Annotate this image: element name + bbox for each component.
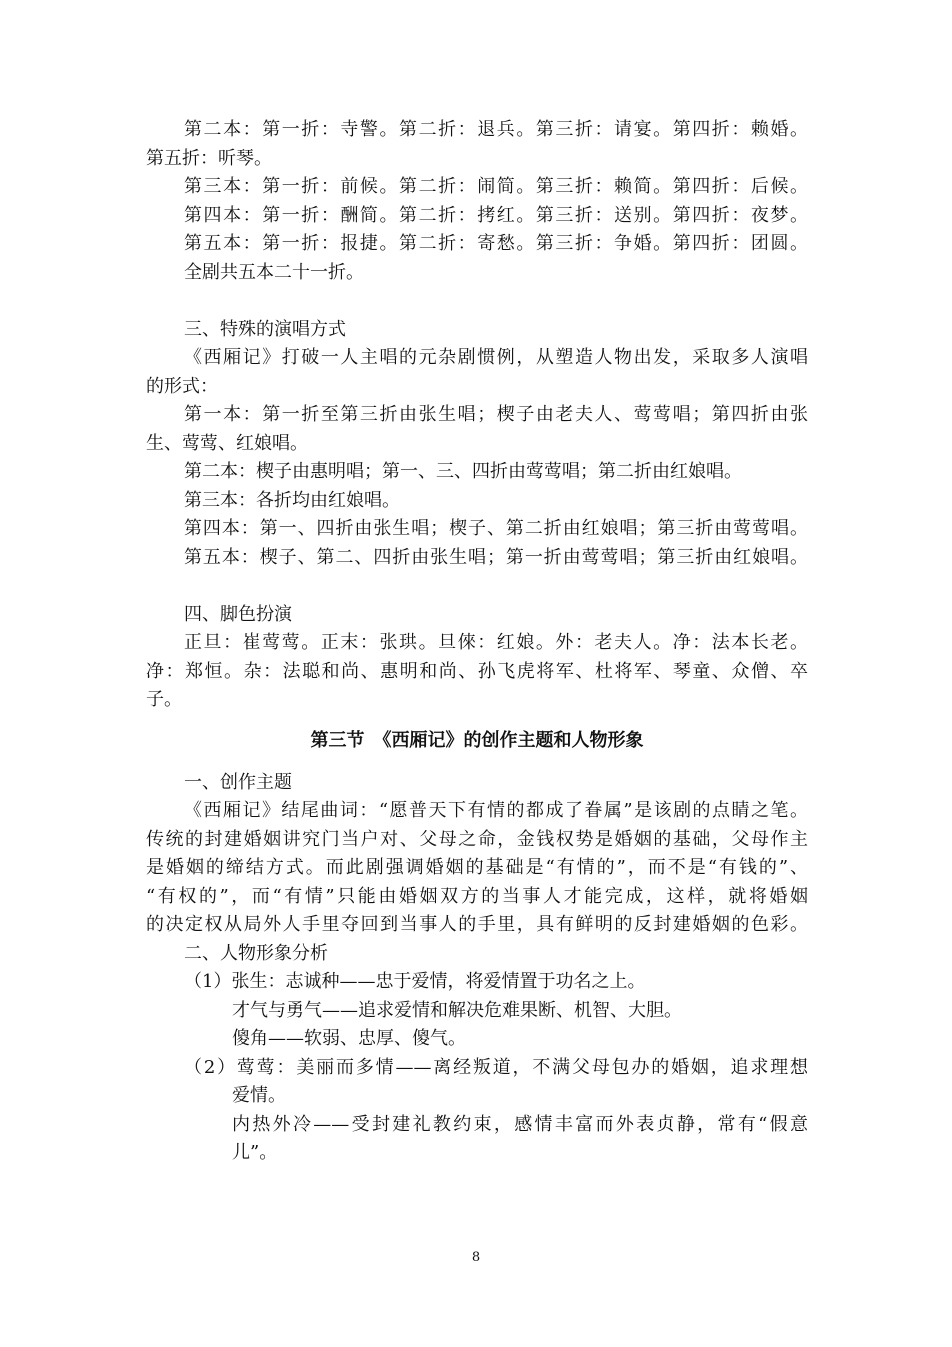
text-line: 内热外冷——受封建礼教约束，感情丰富而外表贞静，常有“假意 [232,1113,808,1135]
text-line: 是婚姻的缔结方式。而此剧强调婚姻的基础是“有情的”，而不是“有钱的”、 [146,857,808,878]
text-line: 第二本：第一折：寺警。第二折：退兵。第三折：请宴。第四折：赖婚。 [184,119,808,140]
text-line: 第三本：第一折：前候。第二折：闹简。第三折：赖简。第四折：后候。 [184,176,808,197]
text-line: 三、特殊的演唱方式 [184,318,346,340]
text-line: 一、创作主题 [184,771,292,793]
text-line: 子。 [146,689,182,710]
text-line: 《西厢记》结尾曲词：“愿普天下有情的都成了眷属”是该剧的点睛之笔。 [184,800,808,821]
text-line: 生、莺莺、红娘唱。 [146,432,308,454]
text-line: 才气与勇气——追求爱情和解决危难果断、机智、大胆。 [232,999,682,1021]
text-line: 的决定权从局外人手里夺回到当事人的手里，具有鲜明的反封建婚姻的色彩。 [146,914,808,935]
text-line: 儿”。 [232,1142,278,1163]
text-line: 正旦：崔莺莺。正末：张珙。旦倈：红娘。外：老夫人。净：法本长老。 [184,632,808,653]
blank-line [146,572,808,601]
text-line: （2）莺莺：美丽而多情——离经叛道，不满父母包办的婚姻，追求理想 [184,1056,808,1078]
singing-section [146,316,808,573]
text-line: 第五本：第一折：报捷。第二折：寄愁。第三折：争婚。第四折：团圆。 [184,233,808,254]
text-line: 传统的封建婚姻讲究门当户对、父母之命，金钱权势是婚姻的基础，父母作主 [146,828,808,850]
text-line: 傻角——软弱、忠厚、傻气。 [232,1028,466,1049]
page-number: 8 [471,1250,481,1265]
text-line: 全剧共五本二十一折。 [184,261,364,283]
roles-section [146,601,808,715]
section-title: 第三节 《西厢记》的创作主题和人物形象 [310,729,644,751]
text-line: 第三本：各折均由红娘唱。 [184,489,400,511]
text-line: 净：郑恒。杂：法聪和尚、惠明和尚、孙飞虎将军、杜将军、琴童、众僧、卒 [146,660,808,682]
text-line: 的形式： [146,375,218,397]
text-line: “有权的”，而“有情”只能由婚姻双方的当事人才能完成，这样，就将婚姻 [146,885,808,907]
text-line: 第四本：第一、四折由张生唱；楔子、第二折由红娘唱；第三折由莺莺唱。 [184,518,808,539]
text-line: 第五本：楔子、第二、四折由张生唱；第一折由莺莺唱；第三折由红娘唱。 [184,546,808,568]
text-line: 第二本：楔子由惠明唱；第一、三、四折由莺莺唱；第二折由红娘唱。 [184,461,742,482]
structure-list [146,116,808,287]
text-line: 第五折：听琴。 [146,147,272,169]
theme-characters-section [146,769,808,1168]
text-line: 二、人物形象分析 [184,942,328,964]
blank-line [146,287,808,316]
page-content [146,116,808,1168]
text-line: 四、脚色扮演 [184,603,292,625]
text-line: 第四本：第一折：酬简。第二折：拷红。第三折：送别。第四折：夜梦。 [184,204,808,226]
text-line: （1）张生：志诚种——忠于爱情，将爱情置于功名之上。 [184,971,646,992]
text-line: 爱情。 [232,1085,286,1106]
text-line: 第一本：第一折至第三折由张生唱；楔子由老夫人、莺莺唱；第四折由张 [184,404,808,425]
text-line: 《西厢记》打破一人主唱的元杂剧惯例，从塑造人物出发，采取多人演唱 [184,347,808,368]
